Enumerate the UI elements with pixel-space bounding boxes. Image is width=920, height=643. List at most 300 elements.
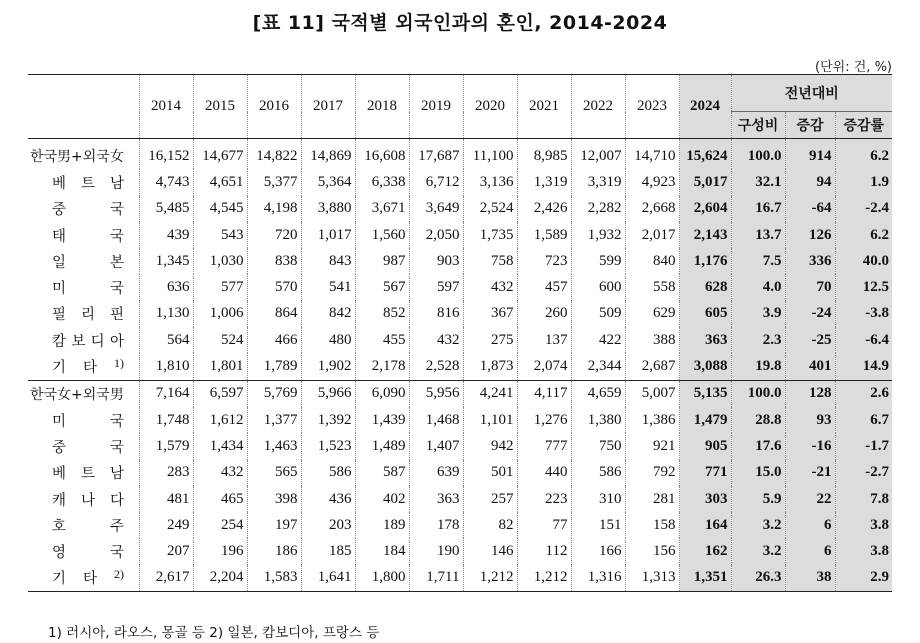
year-value: 185 [301,538,355,564]
year-value: 629 [625,301,679,327]
table-row [28,512,892,538]
change-rate-value: 40.0 [835,248,892,274]
table-row [28,301,892,327]
change-value: 22 [785,486,835,512]
value-2024: 2,604 [679,196,731,222]
row-label-text: 캐 나 다 [52,492,124,509]
row-label-text: 베 트 남 [52,466,124,483]
year-value: 7,164 [139,380,193,407]
year-value: 2,017 [625,222,679,248]
table-row [28,486,892,512]
year-value: 577 [193,274,247,300]
year-value: 1,407 [409,433,463,459]
year-value: 600 [571,274,625,300]
change-rate-value: -6.4 [835,327,892,353]
year-value: 388 [625,327,679,353]
year-value: 2,668 [625,196,679,222]
value-2024: 162 [679,538,731,564]
year-value: 455 [355,327,409,353]
year-value: 1,748 [139,407,193,433]
year-value: 2,050 [409,222,463,248]
year-value: 310 [571,486,625,512]
year-value: 4,241 [463,380,517,407]
year-value: 2,524 [463,196,517,222]
year-value: 439 [139,222,193,248]
year-value: 5,364 [301,169,355,195]
row-label-text: 영 국 [52,545,124,562]
row-label-text: 일 본 [52,254,124,271]
year-value: 137 [517,327,571,353]
year-value: 2,528 [409,353,463,380]
year-value: 4,743 [139,169,193,195]
year-value: 151 [571,512,625,538]
year-value: 466 [247,327,301,353]
change-rate-value: 2.6 [835,380,892,407]
change-rate-value: 14.9 [835,353,892,380]
year-value: 457 [517,274,571,300]
year-value: 838 [247,248,301,274]
row-label [28,538,139,564]
share-value: 16.7 [731,196,785,222]
year-value: 480 [301,327,355,353]
change-value: -16 [785,433,835,459]
year-value: 402 [355,486,409,512]
year-value: 777 [517,433,571,459]
header-year-2024: 2024 [679,75,731,139]
row-label [28,327,139,353]
year-value: 465 [193,486,247,512]
year-value: 1,873 [463,353,517,380]
year-value: 843 [301,248,355,274]
table-title: [표 11] 국적별 외국인과의 혼인, 2014-2024 [252,12,668,34]
year-value: 1,641 [301,565,355,592]
year-value: 4,117 [517,380,571,407]
year-value: 398 [247,486,301,512]
year-value: 1,583 [247,565,301,592]
year-value: 852 [355,301,409,327]
row-label-text: 캄 보 디 아 [52,333,124,350]
year-value: 275 [463,327,517,353]
value-2024: 905 [679,433,731,459]
year-value: 440 [517,460,571,486]
year-value: 5,956 [409,380,463,407]
header-change: 증감 [785,112,835,139]
row-label [28,512,139,538]
year-value: 2,426 [517,196,571,222]
row-label [28,433,139,459]
share-value: 4.0 [731,274,785,300]
share-value: 19.8 [731,353,785,380]
year-value: 184 [355,538,409,564]
header-year: 2021 [517,75,571,139]
year-value: 196 [193,538,247,564]
change-value: 94 [785,169,835,195]
year-value: 1,579 [139,433,193,459]
year-value: 432 [463,274,517,300]
value-2024: 605 [679,301,731,327]
year-value: 1,589 [517,222,571,248]
year-value: 6,712 [409,169,463,195]
year-value: 1,313 [625,565,679,592]
table-row [28,460,892,486]
share-value: 3.9 [731,301,785,327]
year-value: 587 [355,460,409,486]
share-value: 100.0 [731,380,785,407]
year-value: 186 [247,538,301,564]
change-value: 38 [785,565,835,592]
year-value: 1,711 [409,565,463,592]
year-value: 501 [463,460,517,486]
row-label: 한국男+외국女 [28,139,139,170]
footnote: 1) 러시아, 라오스, 몽골 등 2) 일본, 캄보디아, 프랑스 등 [48,625,380,641]
year-value: 586 [571,460,625,486]
year-value: 1,101 [463,407,517,433]
year-value: 3,880 [301,196,355,222]
year-value: 4,545 [193,196,247,222]
value-2024: 363 [679,327,731,353]
year-value: 363 [409,486,463,512]
year-value: 921 [625,433,679,459]
share-value: 3.2 [731,512,785,538]
year-value: 6,338 [355,169,409,195]
value-2024: 303 [679,486,731,512]
year-value: 840 [625,248,679,274]
change-rate-value: -2.4 [835,196,892,222]
share-value: 26.3 [731,565,785,592]
year-value: 1,386 [625,407,679,433]
share-value: 100.0 [731,139,785,170]
year-value: 1,468 [409,407,463,433]
row-label [28,486,139,512]
year-value: 2,074 [517,353,571,380]
year-value: 2,617 [139,565,193,592]
value-2024: 5,017 [679,169,731,195]
share-value: 5.9 [731,486,785,512]
header-year: 2016 [247,75,301,139]
year-value: 197 [247,512,301,538]
row-label [28,407,139,433]
year-value: 1,810 [139,353,193,380]
year-value: 2,282 [571,196,625,222]
change-value: 126 [785,222,835,248]
year-value: 567 [355,274,409,300]
value-2024: 2,143 [679,222,731,248]
value-2024: 3,088 [679,353,731,380]
year-value: 14,822 [247,139,301,170]
year-value: 1,800 [355,565,409,592]
change-rate-value: 1.9 [835,169,892,195]
year-value: 2,204 [193,565,247,592]
share-value: 15.0 [731,460,785,486]
year-value: 570 [247,274,301,300]
change-value: 914 [785,139,835,170]
table-row [28,222,892,248]
header-yoy: 전년대비 [731,75,892,112]
year-value: 1,434 [193,433,247,459]
year-value: 541 [301,274,355,300]
share-value: 28.8 [731,407,785,433]
year-value: 146 [463,538,517,564]
year-value: 1,377 [247,407,301,433]
year-value: 1,392 [301,407,355,433]
year-value: 203 [301,512,355,538]
year-value: 1,006 [193,301,247,327]
header-year: 2014 [139,75,193,139]
row-label-text: 중 국 [52,202,124,219]
header-year: 2019 [409,75,463,139]
year-value: 1,735 [463,222,517,248]
change-rate-value: 6.2 [835,222,892,248]
year-value: 942 [463,433,517,459]
change-rate-value: 3.8 [835,538,892,564]
total-row [28,380,892,407]
year-value: 636 [139,274,193,300]
value-2024: 1,176 [679,248,731,274]
share-value: 3.2 [731,538,785,564]
year-value: 639 [409,460,463,486]
year-value: 1,789 [247,353,301,380]
header-year: 2020 [463,75,517,139]
year-value: 586 [301,460,355,486]
year-value: 189 [355,512,409,538]
share-value: 2.3 [731,327,785,353]
change-value: 128 [785,380,835,407]
change-rate-value: 12.5 [835,274,892,300]
row-label [28,301,139,327]
year-value: 249 [139,512,193,538]
share-value: 32.1 [731,169,785,195]
year-value: 3,319 [571,169,625,195]
change-value: 93 [785,407,835,433]
marriage-table [28,74,892,592]
year-value: 2,344 [571,353,625,380]
change-rate-value: 3.8 [835,512,892,538]
year-value: 1,212 [517,565,571,592]
year-value: 565 [247,460,301,486]
year-value: 112 [517,538,571,564]
row-label [28,565,139,592]
change-rate-value: 7.8 [835,486,892,512]
year-value: 564 [139,327,193,353]
year-value: 543 [193,222,247,248]
year-value: 1,380 [571,407,625,433]
year-value: 1,439 [355,407,409,433]
year-value: 16,152 [139,139,193,170]
year-value: 17,687 [409,139,463,170]
row-label-text: 베 트 남 [52,175,124,192]
year-value: 4,923 [625,169,679,195]
year-value: 987 [355,248,409,274]
value-2024: 164 [679,512,731,538]
year-value: 1,030 [193,248,247,274]
unit-label: (단위: 건, %) [815,60,892,75]
year-value: 432 [193,460,247,486]
value-2024: 1,479 [679,407,731,433]
year-value: 1,316 [571,565,625,592]
year-value: 481 [139,486,193,512]
year-value: 1,130 [139,301,193,327]
year-value: 5,966 [301,380,355,407]
change-value: 70 [785,274,835,300]
year-value: 4,198 [247,196,301,222]
change-rate-value: 6.2 [835,139,892,170]
year-value: 283 [139,460,193,486]
year-value: 1,902 [301,353,355,380]
header-blank [28,75,139,139]
year-value: 422 [571,327,625,353]
year-value: 723 [517,248,571,274]
year-value: 599 [571,248,625,274]
year-value: 3,649 [409,196,463,222]
year-value: 758 [463,248,517,274]
year-value: 11,100 [463,139,517,170]
year-value: 14,677 [193,139,247,170]
year-value: 864 [247,301,301,327]
row-label-text: 미 국 [52,413,124,430]
table-row [28,538,892,564]
year-value: 16,608 [355,139,409,170]
value-2024: 15,624 [679,139,731,170]
year-value: 1,489 [355,433,409,459]
table-row [28,248,892,274]
year-value: 158 [625,512,679,538]
share-value: 7.5 [731,248,785,274]
row-label [28,196,139,222]
change-value: -64 [785,196,835,222]
year-value: 2,178 [355,353,409,380]
header-share: 구성비 [731,112,785,139]
header-year: 2022 [571,75,625,139]
year-value: 1,212 [463,565,517,592]
year-value: 8,985 [517,139,571,170]
change-rate-value: -2.7 [835,460,892,486]
share-value: 17.6 [731,433,785,459]
change-rate-value: -3.8 [835,301,892,327]
table-row [28,565,892,592]
year-value: 1,560 [355,222,409,248]
row-label [28,222,139,248]
year-value: 254 [193,512,247,538]
year-value: 281 [625,486,679,512]
year-value: 207 [139,538,193,564]
header-change-rate: 증감률 [835,112,892,139]
change-rate-value: -1.7 [835,433,892,459]
year-value: 1,319 [517,169,571,195]
change-value: 336 [785,248,835,274]
change-rate-value: 2.9 [835,565,892,592]
row-label [28,169,139,195]
header-year: 2015 [193,75,247,139]
change-value: -24 [785,301,835,327]
year-value: 12,007 [571,139,625,170]
year-value: 432 [409,327,463,353]
table-row [28,433,892,459]
year-value: 1,345 [139,248,193,274]
header-year: 2017 [301,75,355,139]
year-value: 1,276 [517,407,571,433]
table-row [28,353,892,380]
year-value: 5,485 [139,196,193,222]
year-value: 3,671 [355,196,409,222]
table-row [28,327,892,353]
row-label-text: 필 리 핀 [52,307,124,324]
row-label-text: 호 주 [52,518,124,535]
header-year: 2018 [355,75,409,139]
table-row [28,169,892,195]
year-value: 6,090 [355,380,409,407]
year-value: 6,597 [193,380,247,407]
year-value: 223 [517,486,571,512]
year-value: 842 [301,301,355,327]
year-value: 597 [409,274,463,300]
total-row [28,139,892,170]
year-value: 436 [301,486,355,512]
change-value: 6 [785,512,835,538]
year-value: 1,932 [571,222,625,248]
year-value: 4,651 [193,169,247,195]
year-value: 1,017 [301,222,355,248]
year-value: 178 [409,512,463,538]
year-value: 156 [625,538,679,564]
header-year: 2023 [625,75,679,139]
year-value: 524 [193,327,247,353]
year-value: 257 [463,486,517,512]
year-value: 2,687 [625,353,679,380]
change-value: -25 [785,327,835,353]
value-2024: 628 [679,274,731,300]
year-value: 720 [247,222,301,248]
row-label-text: 중 국 [52,439,124,456]
row-label [28,353,139,380]
year-value: 14,869 [301,139,355,170]
year-value: 5,007 [625,380,679,407]
year-value: 77 [517,512,571,538]
year-value: 14,710 [625,139,679,170]
table-row [28,407,892,433]
value-2024: 5,135 [679,380,731,407]
year-value: 558 [625,274,679,300]
year-value: 4,659 [571,380,625,407]
year-value: 903 [409,248,463,274]
row-label [28,248,139,274]
value-2024: 1,351 [679,565,731,592]
year-value: 5,769 [247,380,301,407]
row-label [28,460,139,486]
year-value: 260 [517,301,571,327]
share-value: 13.7 [731,222,785,248]
year-value: 1,463 [247,433,301,459]
table-row [28,274,892,300]
change-value: 6 [785,538,835,564]
year-value: 367 [463,301,517,327]
row-label-text: 태 국 [52,228,124,245]
year-value: 1,523 [301,433,355,459]
year-value: 750 [571,433,625,459]
change-rate-value: 6.7 [835,407,892,433]
row-label-text: 미 국 [52,281,124,298]
year-value: 792 [625,460,679,486]
year-value: 816 [409,301,463,327]
year-value: 1,612 [193,407,247,433]
year-value: 509 [571,301,625,327]
year-value: 5,377 [247,169,301,195]
row-label-text: 기 타 1) [52,356,124,377]
year-value: 190 [409,538,463,564]
row-label [28,274,139,300]
year-value: 166 [571,538,625,564]
change-value: -21 [785,460,835,486]
row-label-text: 기 타 2) [52,567,124,588]
